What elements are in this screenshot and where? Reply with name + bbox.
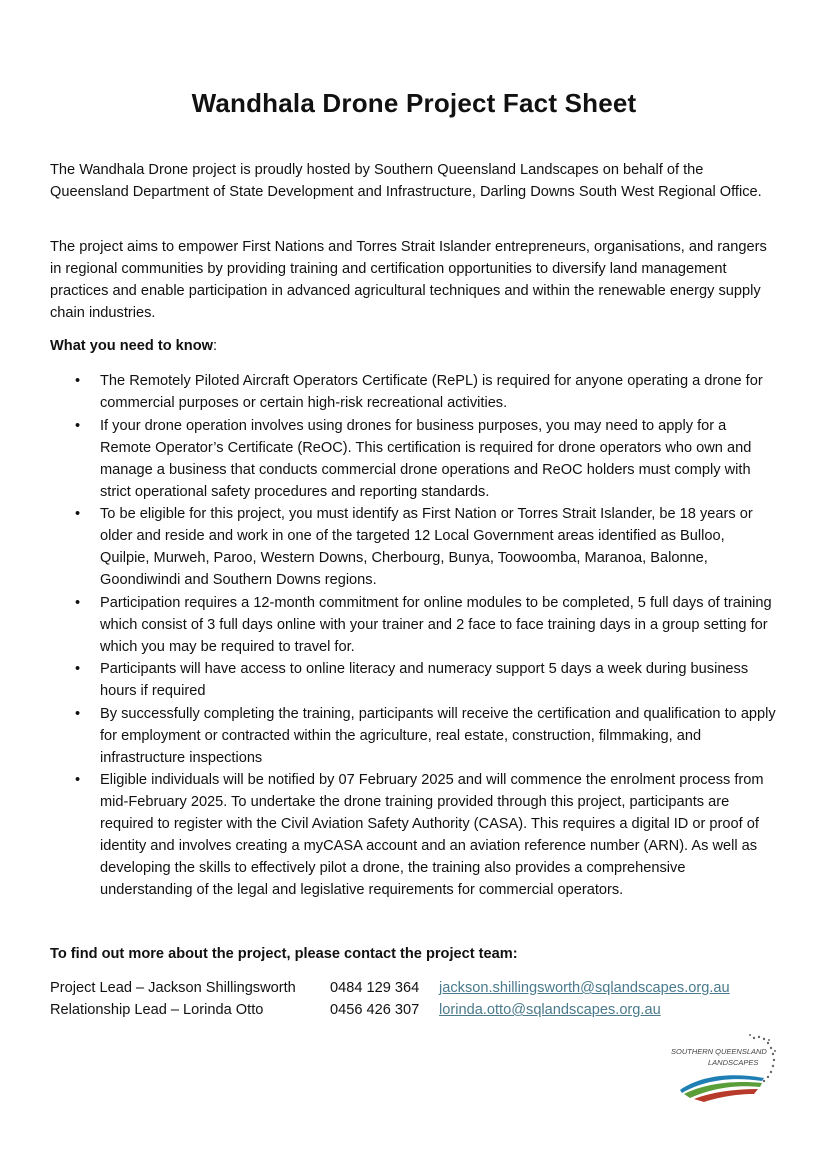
- list-item: [50, 415, 778, 503]
- bullet-icon: •: [75, 373, 81, 389]
- fact-text: The Remotely Piloted Aircraft Operators Certificate (RePL) is required for anyone operating a drone for commercial purposes or certain high-risk recreational activities.: [100, 373, 763, 411]
- fact-text: Participants will have access to online literacy and numeracy support 5 days a week during business hours if required: [100, 661, 749, 699]
- contact-phone: 0456 426 307: [330, 1002, 420, 1018]
- fact-text: If your drone operation involves using drones for business purposes, you may need to apply for a Remote Operator’s Certificate (ReOC). This certification is required for drone operators who own and manage a business that conducts commercial drone operations and ReOC holders must comply with strict operational safety procedures and reporting standards.: [100, 417, 752, 500]
- list-item: [50, 370, 778, 414]
- page-title: Wandhala Drone Project Fact Sheet: [191, 88, 637, 118]
- southern-queensland-landscapes-logo: [670, 1032, 778, 1104]
- know-heading-line: [50, 335, 778, 357]
- contact-phone: 0484 129 364: [330, 980, 420, 996]
- contact-name: Project Lead – Jackson Shillingsworth: [50, 980, 296, 996]
- list-item: [50, 769, 778, 901]
- bullet-icon: •: [75, 705, 81, 722]
- contact-row-project-lead: [50, 977, 778, 999]
- list-item: [50, 503, 778, 591]
- list-item: [50, 592, 778, 658]
- bullet-icon: •: [75, 661, 81, 677]
- contact-email-link[interactable]: jackson.shillingsworth@sqlandscapes.org.au: [439, 980, 730, 996]
- list-item: [50, 658, 778, 702]
- bullet-icon: •: [75, 417, 81, 434]
- bullet-icon: •: [75, 594, 81, 611]
- contact-row-relationship-lead: [50, 999, 778, 1021]
- intro-paragraph-1: The Wandhala Drone project is proudly hosted by Southern Queensland Landscapes on behalf of the Queensland Department of State Development and Infrastructure, Darling Downs South West Regional Office.: [50, 162, 762, 200]
- fact-text: Participation requires a 12-month commitment for online modules to be completed, 5 full days of training which consist of 3 full days online with your trainer and 2 face to face training days in a group setting for which you may be required to travel for.: [100, 594, 772, 655]
- list-item: [50, 703, 778, 769]
- fact-text: To be eligible for this project, you must identify as First Nation or Torres Strait Islander, be 18 years or older and reside and work in one of the targeted 12 Local Government areas identified as Bulloo, Quilpie, Murweh, Paroo, Western Downs, Cherbourg, Bunya, Toowoomba, Maranoa, Balonne, Goondiwindi and Southern Downs regions.: [100, 506, 753, 588]
- bullet-icon: •: [75, 506, 81, 522]
- logo-text-line-2: LANDSCAPES: [708, 1058, 759, 1067]
- fact-text: By successfully completing the training, participants will receive the certification and qualification to apply for employment or contracted within the agriculture, real estate, construction, filmmaking, and infrastructure inspections: [100, 705, 776, 766]
- facts-list: [50, 370, 778, 902]
- contact-email-link[interactable]: lorinda.otto@sqlandscapes.org.au: [439, 1002, 661, 1018]
- contact-name: Relationship Lead – Lorinda Otto: [50, 1002, 264, 1018]
- know-heading-colon: :: [212, 338, 218, 354]
- fact-text: Eligible individuals will be notified by 07 February 2025 and will commence the enrolment process from mid-February 2025. To undertake the drone training provided through this project, participants are required to register with the Civil Aviation Safety Authority (CASA). This requires a digital ID or proof of identity and involves creating a myCASA account and an aviation reference number (ARN). As well as developing the skills to effectively pilot a drone, the training also provides a comprehensive understanding of the legal and legislative requirements for commercial operators.: [100, 772, 764, 898]
- know-heading: What you need to know: [50, 338, 213, 354]
- intro-paragraph-2: The project aims to empower First Nations and Torres Strait Islander entrepreneurs, organisations, and rangers in regional communities by providing training and certification opportunities to diversify land management practices and enable participation in advanced agricultural techniques and within the renewable energy supply chain industries.: [50, 239, 767, 321]
- bullet-icon: •: [75, 772, 81, 788]
- contact-heading: To find out more about the project, please contact the project team:: [50, 946, 518, 962]
- logo-text-line-1: SOUTHERN QUEENSLAND: [671, 1047, 767, 1056]
